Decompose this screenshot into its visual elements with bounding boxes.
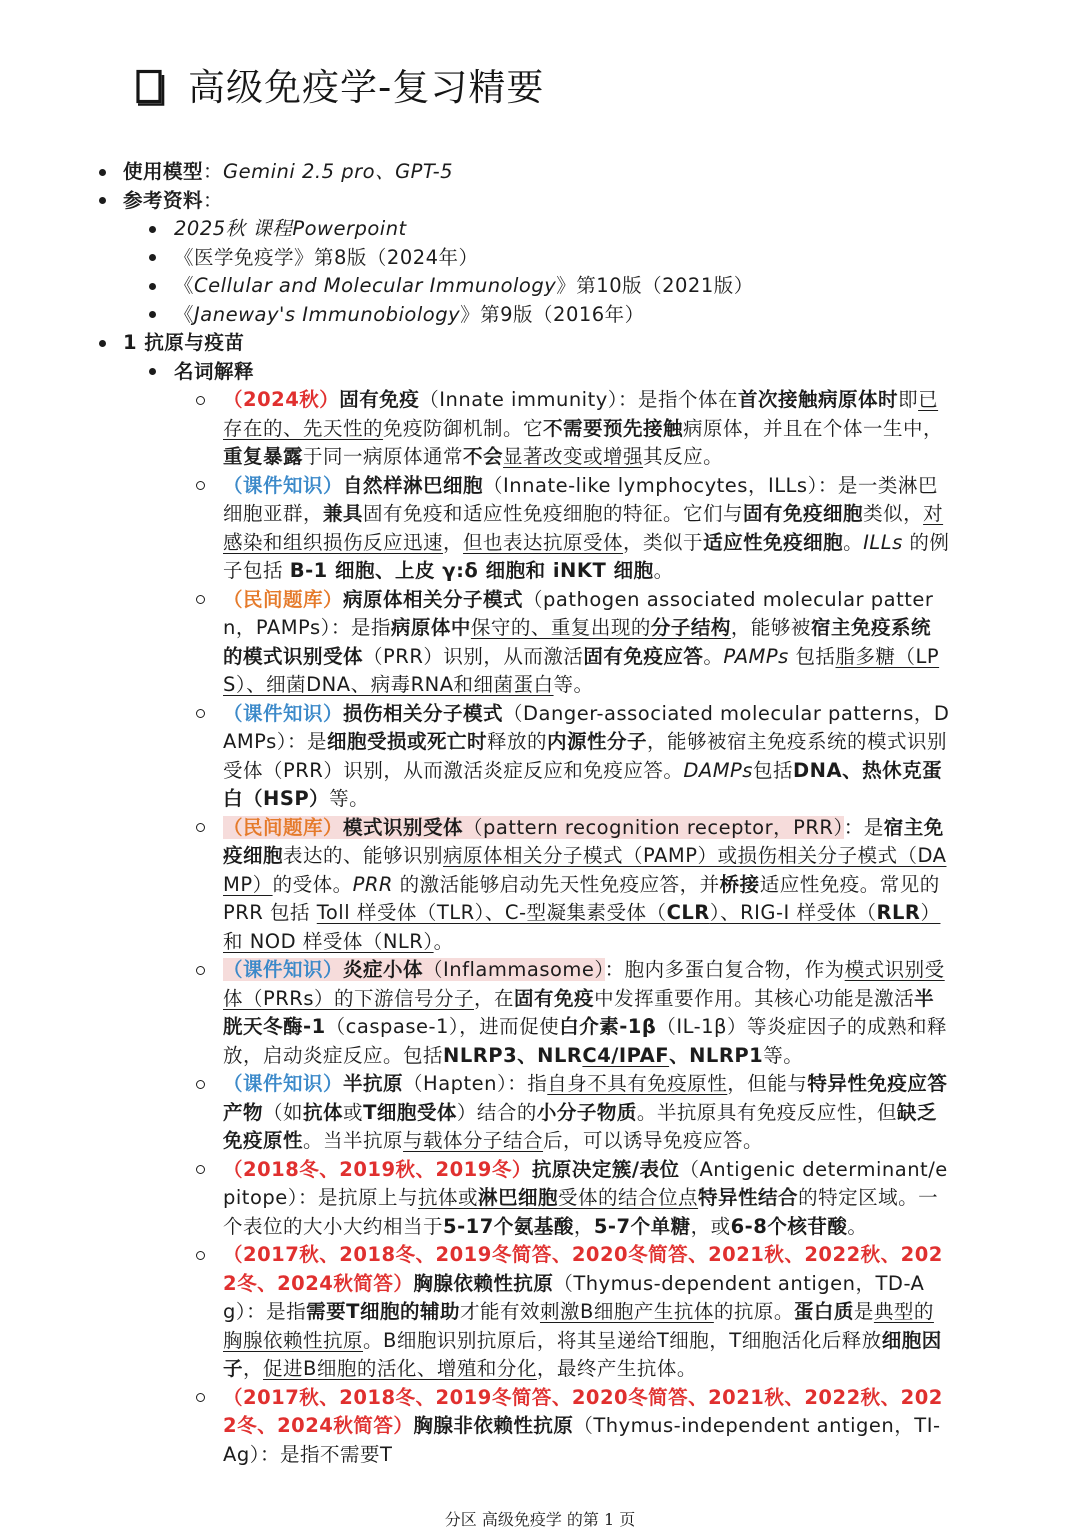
definition-item: [0, 956, 950, 1070]
bold-text: 参考资料: [123, 188, 204, 212]
text-run: 。: [847, 1214, 868, 1238]
bold-text: 兼具: [323, 502, 364, 525]
text-run: （Thymus-independent antigen，TI-Ag）：是指不需要T: [223, 1414, 941, 1466]
bold-text: 不需要预先接触: [543, 416, 684, 440]
underlined-text: 促进B细胞的活化、增殖和分化: [263, 1357, 537, 1380]
bold-text: 炎症小体: [343, 958, 424, 981]
text-run: 于同一病原体通常: [303, 445, 464, 468]
item-text: [123, 329, 950, 358]
bullet-dot-icon: [99, 187, 106, 216]
underlined-text: 受体的结合位点: [558, 1186, 699, 1209]
item-text: [123, 187, 950, 216]
bold-text: 1 抗原与疫苗: [123, 331, 245, 354]
bullet-circle-icon: [196, 586, 205, 615]
bold-text: 半抗原: [343, 1072, 404, 1095]
item-text: [223, 1384, 950, 1470]
underlined-text: 典型的胸腺依赖性抗原: [223, 1300, 934, 1352]
text-run: 《: [174, 302, 195, 326]
text-run: ，类似于: [623, 530, 704, 554]
source-tag: （2017秋、2018冬、2019冬简答、2020冬简答、2021秋、2022秋、2022冬、2024秋简答）: [223, 1385, 943, 1437]
underlined-text: C4/IPAF: [582, 1043, 670, 1067]
bold-text: 首次接触病原体时: [738, 388, 899, 411]
definition-item: [0, 700, 950, 814]
underlined-text: 模式识别受体（PRRs）的下游信号分子: [223, 958, 945, 1010]
bold-text: 自然样淋巴细胞: [343, 473, 484, 497]
text-run: ，: [243, 1357, 264, 1380]
bold-text: T细胞受体: [363, 1100, 457, 1124]
text-run: 。当半抗原: [303, 1129, 404, 1152]
bullet-circle-icon: [196, 1070, 205, 1099]
text-run: 病原体，并且在个体一生中，: [683, 416, 944, 440]
text-run: 免疫防御机制。它: [383, 416, 544, 440]
text-run: 。: [703, 644, 724, 668]
text-run: （Danger-associated molecular patterns，DAMPs）：是: [223, 701, 950, 753]
bold-text: NLRP3、NLR: [443, 1043, 583, 1067]
bold-text: 特异性结合: [698, 1186, 799, 1209]
outline-item-l1: [0, 329, 950, 358]
bold-text: 名词解释: [174, 359, 255, 383]
item-text: [223, 1241, 950, 1384]
item-text: [223, 956, 950, 1070]
bold-text: 病原体相关分子模式: [343, 587, 524, 611]
bold-text: 抗体: [303, 1100, 344, 1124]
text-run: 是: [853, 1300, 874, 1323]
bold-text: 固有免疫应答: [583, 644, 704, 668]
text-run: ）结合的: [456, 1100, 537, 1124]
source-tag: （课件知识）: [223, 1072, 344, 1095]
bold-text: 细胞受损或死亡时: [327, 730, 488, 753]
item-text: [123, 158, 950, 187]
outline-item-l2: [0, 244, 950, 273]
item-text: [174, 244, 950, 273]
bold-text: 胸腺依赖性抗原: [413, 1271, 554, 1295]
page-header: [135, 63, 544, 113]
text-run: Janeway's Immunobiology: [194, 302, 461, 326]
text-run: PAMPs: [723, 644, 789, 668]
item-text: [174, 272, 950, 301]
text-run: ，或: [690, 1214, 731, 1238]
text-run: （如: [263, 1100, 304, 1124]
text-run: 的例子包括: [223, 530, 950, 582]
text-run: （IL-1β）等炎症因子的成熟和释放，启动炎症反应。包括: [223, 1015, 947, 1067]
text-run: ：是: [843, 815, 884, 839]
text-run: ：胞内多蛋白复合物，作为: [604, 958, 845, 981]
underlined-text: 显著改变或增强: [503, 445, 644, 468]
underlined-text: Toll 样受体（TLR）、C-型凝集素受体（: [316, 901, 667, 924]
text-run: 释放的: [487, 730, 548, 753]
bullet-dot-icon: [99, 158, 106, 187]
text-run: （pathogen associated molecular pattern，PAMPs）：是指: [223, 587, 934, 639]
item-text: [223, 386, 950, 472]
bold-text: 病原体中: [390, 616, 471, 639]
outline-item-l1: [0, 158, 950, 187]
bullet-circle-icon: [196, 814, 205, 843]
bold-text: DNA、热休克蛋白（HSP）: [223, 758, 943, 810]
text-run: 适应性免疫。常见的 PRR 包括: [223, 872, 940, 924]
text-run: 的受体。: [272, 872, 353, 896]
definition-item: [0, 1070, 950, 1156]
text-run: 。: [653, 559, 674, 582]
outline-item-l2: [0, 272, 950, 301]
item-text: [174, 301, 950, 330]
bullet-circle-icon: [196, 956, 205, 985]
bold-text: 、NLRP1: [669, 1043, 764, 1067]
underlined-text: ）、RIG-I 样受体（: [709, 901, 877, 924]
outline-list: [0, 158, 950, 1469]
bold-text: 固有免疫: [514, 986, 595, 1010]
definition-item: [0, 1156, 950, 1242]
bold-text: 固有免疫: [339, 388, 420, 411]
text-run: 》第10版（2021版）: [556, 274, 754, 297]
definition-item: [0, 586, 950, 700]
text-run: 2025秋 课程Powerpoint: [174, 217, 407, 240]
bullet-circle-icon: [196, 1156, 205, 1185]
text-run: （Antigenic determinant/epitope）：是抗原上与: [223, 1157, 948, 1209]
bold-text: 5-7个单糖: [593, 1214, 691, 1238]
text-run: （Hapten）：指: [403, 1072, 548, 1095]
text-run: 等。: [763, 1043, 804, 1067]
text-run: DAMPs: [683, 758, 753, 782]
underlined-text: CLR: [666, 901, 710, 924]
bold-text: 胸腺非依赖性抗原: [413, 1414, 574, 1437]
underlined-text: 淋巴细胞: [478, 1186, 559, 1209]
source-tag: （民间题库）: [223, 587, 344, 611]
text-run: ILLs: [863, 530, 903, 554]
bold-text: 不会: [463, 445, 504, 468]
text-run: （Inflammasome）: [423, 958, 605, 981]
source-tag: （2018冬、2019秋、2019冬）: [223, 1157, 532, 1181]
outline-item-l2: [0, 301, 950, 330]
text-run: （Innate immunity）：是指个体在: [419, 388, 739, 411]
text-run: PRR: [352, 872, 393, 896]
text-run: 中发挥重要作用。其核心功能是激活: [594, 986, 915, 1010]
text-run: 类似，: [863, 502, 924, 525]
definition-item: [0, 472, 950, 586]
underlined-text: 对感染和组织损伤反应迅速: [223, 502, 944, 554]
bullet-circle-icon: [196, 386, 205, 415]
page-footer: 分区 高级免疫学 的第 1 页: [444, 1510, 636, 1529]
text-run: ，在: [474, 986, 515, 1010]
text-run: 或: [343, 1100, 364, 1124]
bold-text: 细胞因子: [223, 1328, 942, 1380]
text-run: Cellular and Molecular Immunology: [194, 274, 557, 297]
text-run: 后，可以诱导免疫应答。: [543, 1129, 764, 1152]
bold-text: 宿主免疫细胞: [223, 815, 944, 867]
text-run: 固有免疫和适应性免疫细胞的特征。它们与: [363, 502, 744, 525]
item-text: [223, 1070, 950, 1156]
text-run: 包括: [752, 758, 793, 782]
text-run: 。B细胞识别抗原后，将其呈递给T细胞，T细胞活化后释放: [363, 1328, 882, 1352]
text-run: ：: [203, 188, 224, 212]
bullet-dot-icon: [149, 301, 156, 330]
underlined-text: ）和 NOD 样受体（NLR）: [223, 901, 941, 953]
bold-text: 特异性免疫应答产物: [223, 1072, 948, 1124]
text-run: 等。: [329, 787, 370, 810]
text-run: 。: [433, 929, 454, 953]
source-tag: （课件知识）: [223, 473, 344, 497]
bullet-dot-icon: [149, 272, 156, 301]
outline-item-l2: [0, 358, 950, 387]
text-run: Gemini 2.5 pro、GPT-5: [223, 160, 454, 183]
bold-text: B-1 细胞、上皮 γ:δ 细胞和 iNKT 细胞: [289, 559, 654, 582]
underlined-text: 已存在的、先天性的: [223, 388, 939, 440]
bold-text: 重复暴露: [223, 445, 304, 468]
definition-item: [0, 386, 950, 472]
bold-text: 5-17个氨基酸: [443, 1214, 574, 1238]
text-run: 《医学免疫学》第8版（2024年）: [174, 245, 479, 269]
underlined-text: 与载体分子结合: [403, 1129, 544, 1152]
underlined-text: 但也表达抗原受体: [463, 530, 624, 554]
text-run: ，最终产生抗体。: [536, 1357, 697, 1380]
item-text: [223, 1156, 950, 1242]
bold-text: 蛋白质: [793, 1300, 854, 1323]
underlined-text: 自身不具有免疫原性: [547, 1072, 728, 1095]
bold-text: 缺乏免疫原性: [223, 1100, 937, 1152]
bold-text: 6-8个核苷酸: [730, 1214, 848, 1238]
item-text: [223, 700, 950, 814]
text-run: 即: [898, 388, 919, 411]
underlined-text: 保守的、重复出现的: [470, 616, 651, 639]
text-run: （Innate-like lymphocytes，ILLs）：是一类淋巴细胞亚群，: [223, 473, 938, 525]
bullet-dot-icon: [149, 244, 156, 273]
underlined-text: 脂多糖（LPS）、细菌DNA、病毒RNA和细菌蛋白: [223, 644, 940, 696]
text-run: 其反应。: [643, 445, 724, 468]
bold-text: 损伤相关分子模式: [343, 701, 504, 725]
bullet-circle-icon: [196, 472, 205, 501]
bold-text: 内源性分子: [547, 730, 648, 753]
text-run: ，: [573, 1214, 594, 1238]
source-tag: （2017秋、2018冬、2019冬简答、2020冬简答、2021秋、2022秋、2022冬、2024秋简答）: [223, 1243, 943, 1295]
text-run: 才能有效: [459, 1300, 540, 1323]
underlined-text: RLR: [876, 901, 921, 924]
bold-text: 小分子物质: [536, 1100, 637, 1124]
text-run: 《: [174, 274, 195, 297]
item-text: [174, 358, 950, 387]
underlined-text: 病原体相关分子模式（PAMP）或损伤相关分子模式（DAMP）: [223, 844, 947, 896]
text-run: ：: [203, 160, 224, 183]
source-tag: （课件知识）: [223, 701, 344, 725]
text-run: 。: [843, 530, 864, 554]
text-run: （PRR）识别，从而激活: [363, 644, 584, 668]
text-run: ，能够被: [730, 616, 811, 639]
text-run: （pattern recognition receptor，PRR）: [463, 815, 844, 839]
text-run: 的特定区域。一个表位的大小大约相当于: [223, 1186, 939, 1238]
bullet-circle-icon: [196, 1384, 205, 1413]
underlined-text: 刺激B细胞产生抗体: [539, 1300, 714, 1323]
definition-item: [0, 1241, 950, 1384]
outline-item-l2: [0, 215, 950, 244]
item-text: [223, 472, 950, 586]
text-run: 表达的、能够识别: [283, 844, 444, 867]
bullet-circle-icon: [196, 1241, 205, 1270]
bold-text: 需要T细胞的辅助: [306, 1300, 460, 1323]
bold-text: 模式识别受体: [343, 815, 464, 839]
underlined-text: 抗体或: [418, 1186, 479, 1209]
text-run: ，但能与: [727, 1072, 808, 1095]
bold-text: 适应性免疫细胞: [703, 530, 844, 554]
text-run: （caspase-1），进而促使: [325, 1015, 560, 1038]
bullet-dot-icon: [149, 215, 156, 244]
definition-item: [0, 814, 950, 957]
text-run: 包括: [788, 644, 836, 668]
text-run: 》第9版（2016年）: [460, 302, 645, 326]
item-text: [223, 586, 950, 700]
page-title: 高级免疫学-复习精要: [188, 66, 545, 109]
bold-text: 固有免疫细胞: [743, 502, 864, 525]
source-tag: （民间题库）: [223, 815, 344, 839]
bullet-circle-icon: [196, 700, 205, 729]
notebook-icon: [135, 69, 165, 107]
bullet-dot-icon: [99, 329, 106, 358]
text-run: ，: [443, 530, 464, 554]
underlined-text: 分子结构: [650, 616, 731, 639]
bold-text: 白介素-1β: [559, 1015, 657, 1038]
text-run: 的激活能够启动先天性免疫应答，并: [392, 872, 720, 896]
definition-item: [0, 1384, 950, 1470]
outline-item-l1: [0, 187, 950, 216]
bold-text: 桥接: [719, 872, 760, 896]
bold-text: 半胱天冬酶-1: [223, 986, 935, 1038]
bullet-dot-icon: [149, 358, 156, 387]
text-run: （Thymus-dependent antigen，TD-Ag）：是指: [223, 1271, 925, 1323]
bold-text: 宿主免疫系统的模式识别受体: [223, 616, 931, 668]
source-tag: （2024秋）: [223, 388, 340, 411]
bold-text: 使用模型: [123, 160, 204, 183]
text-run: 的抗原。: [713, 1300, 794, 1323]
bold-text: 抗原决定簇/表位: [531, 1157, 680, 1181]
item-text: [223, 814, 950, 957]
text-run: ，能够被宿主免疫系统的模式识别受体（PRR）识别，从而激活炎症反应和免疫应答。: [223, 730, 948, 782]
source-tag: （课件知识）: [223, 958, 344, 981]
item-text: [174, 215, 950, 244]
text-run: 等。: [553, 673, 594, 696]
text-run: 。半抗原具有免疫反应性，但: [636, 1100, 897, 1124]
